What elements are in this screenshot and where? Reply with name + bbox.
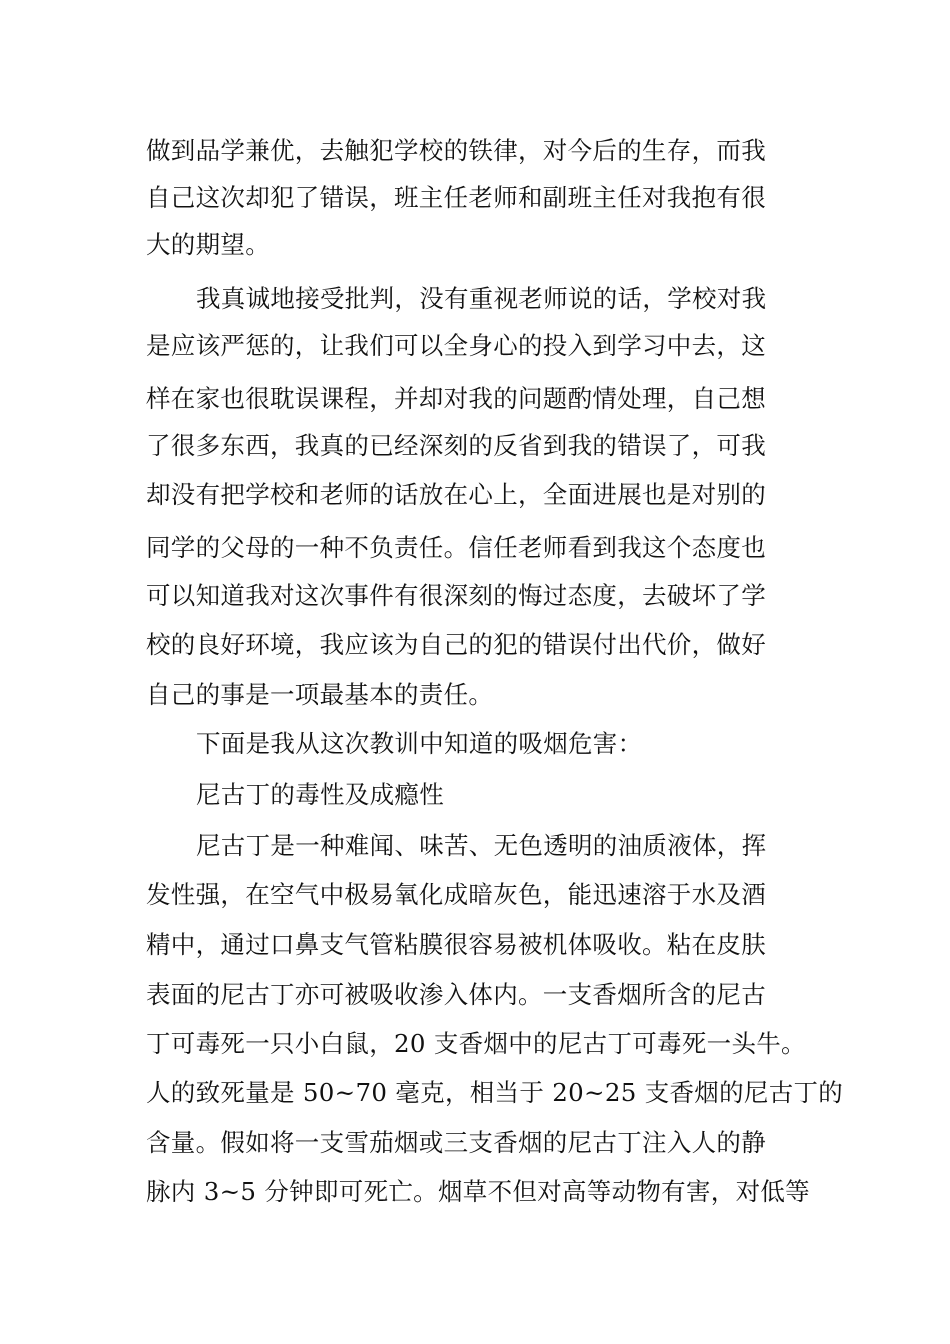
text-line: 校的良好环境，我应该为自己的犯的错误付出代价，做好 [146,630,766,659]
text-line: 脉内 3~5 分钟即可死亡。烟草不但对高等动物有害，对低等 [146,1177,810,1206]
section-heading: 尼古丁的毒性及成瘾性 [196,780,444,809]
paragraph-first-line: 我真诚地接受批判，没有重视老师说的话，学校对我 [196,284,767,313]
text-line: 却没有把学校和老师的话放在心上，全面进展也是对别的 [146,480,766,509]
text-line: 丁可毒死一只小白鼠，20 支香烟中的尼古丁可毒死一头牛。 [146,1029,806,1058]
text-line: 精中，通过口鼻支气管粘膜很容易被机体吸收。粘在皮肤 [146,930,766,959]
text-line: 样在家也很耽误课程，并却对我的问题酌情处理，自己想 [146,384,766,413]
text-line: 含量。假如将一支雪茄烟或三支香烟的尼古丁注入人的静 [146,1128,766,1157]
text-line: 可以知道我对这次事件有很深刻的悔过态度，去破坏了学 [146,581,766,610]
paragraph-first-line: 下面是我从这次教训中知道的吸烟危害： [196,729,643,758]
text-line: 自己这次却犯了错误，班主任老师和副班主任对我抱有很 [146,183,766,212]
text-line: 是应该严惩的，让我们可以全身心的投入到学习中去，这 [146,331,766,360]
text-line: 了很多东西，我真的已经深刻的反省到我的错误了，可我 [146,431,766,460]
paragraph-first-line: 尼古丁是一种难闻、味苦、无色透明的油质液体，挥 [196,831,767,860]
text-line: 同学的父母的一种不负责任。信任老师看到我这个态度也 [146,533,766,562]
text-line: 人的致死量是 50~70 毫克，相当于 20~25 支香烟的尼古丁的 [146,1078,844,1107]
text-line: 做到品学兼优，去触犯学校的铁律，对今后的生存，而我 [146,136,766,165]
text-line: 发性强，在空气中极易氧化成暗灰色，能迅速溶于水及酒 [146,880,766,909]
text-line: 自己的事是一项最基本的责任。 [146,680,494,709]
text-line: 大的期望。 [146,230,270,259]
text-line: 表面的尼古丁亦可被吸收渗入体内。一支香烟所含的尼古 [146,980,766,1009]
